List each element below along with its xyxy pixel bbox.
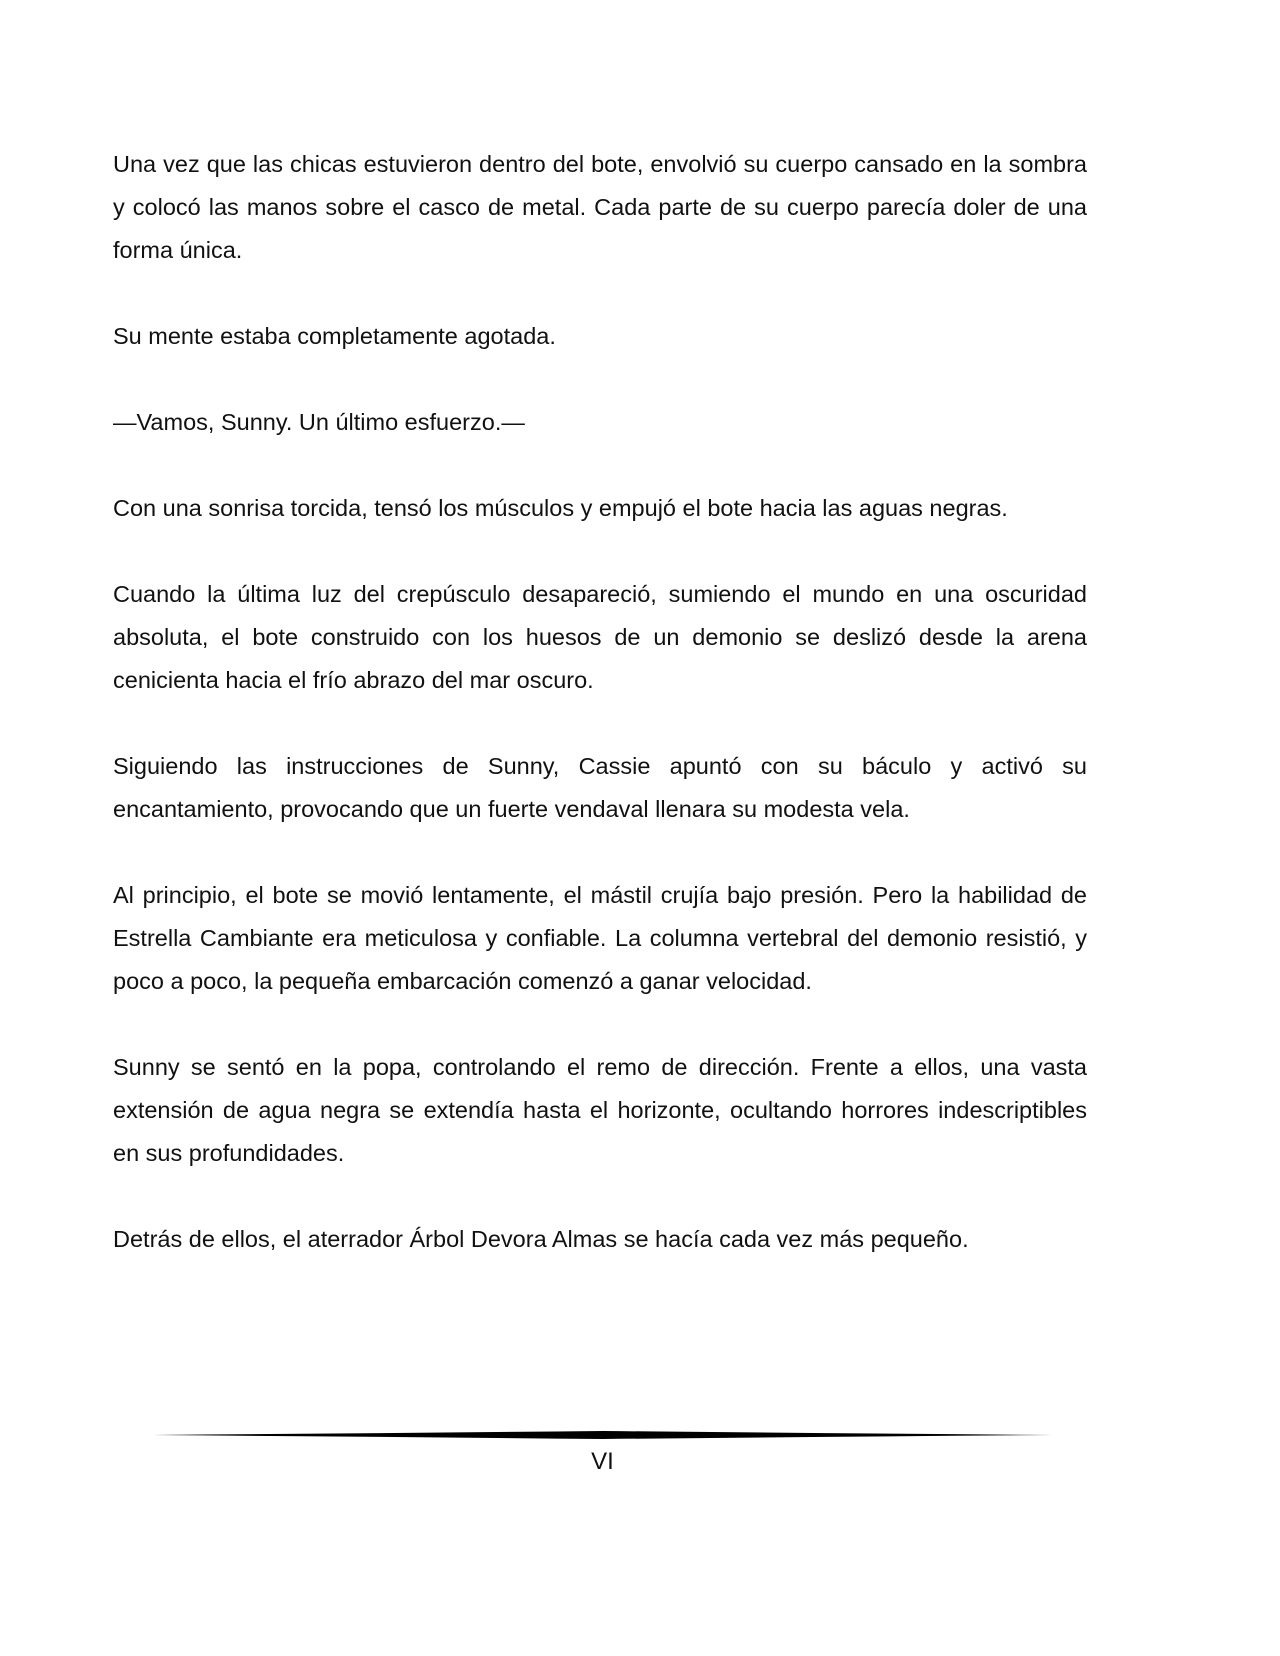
- paragraph: Sunny se sentó en la popa, controlando el remo de dirección. Frente a ellos, una vasta extensión de agua negra se extendía hasta el horizonte, ocultando horrores indescriptibles en sus profundidades.: [113, 1054, 1087, 1166]
- paragraph: Detrás de ellos, el aterrador Árbol Devora Almas se hacía cada vez más pequeño.: [113, 1226, 969, 1252]
- paragraph: Siguiendo las instrucciones de Sunny, Cassie apuntó con su báculo y activó su encantamiento, provocando que un fuerte vendaval llenara su modesta vela.: [113, 753, 1087, 822]
- paragraph: Cuando la última luz del crepúsculo desapareció, sumiendo el mundo en una oscuridad absoluta, el bote construido con los huesos de un demonio se deslizó desde la arena cenicienta hacia el frío abrazo del mar oscuro.: [113, 581, 1087, 693]
- footer-divider-stroke: [153, 1431, 1053, 1439]
- paragraph: Su mente estaba completamente agotada.: [113, 323, 556, 349]
- paragraph: Con una sonrisa torcida, tensó los músculos y empujó el bote hacia las aguas negras.: [113, 495, 1008, 521]
- dialogue-paragraph: —Vamos, Sunny. Un último esfuerzo.—: [113, 409, 525, 435]
- footer-divider: [153, 1430, 1053, 1440]
- paragraph: Al principio, el bote se movió lentamente, el mástil crujía bajo presión. Pero la habilidad de Estrella Cambiante era meticulosa y confiable. La columna vertebral del demonio resistió, y poco a poco, la pequeña embarcación comenzó a ganar velocidad.: [113, 882, 1087, 994]
- page-number: VI: [591, 1448, 614, 1475]
- paragraph: Una vez que las chicas estuvieron dentro del bote, envolvió su cuerpo cansado en la sombra y colocó las manos sobre el casco de metal. Cada parte de su cuerpo parecía doler de una forma única.: [113, 151, 1087, 263]
- page-body: [113, 143, 1087, 1304]
